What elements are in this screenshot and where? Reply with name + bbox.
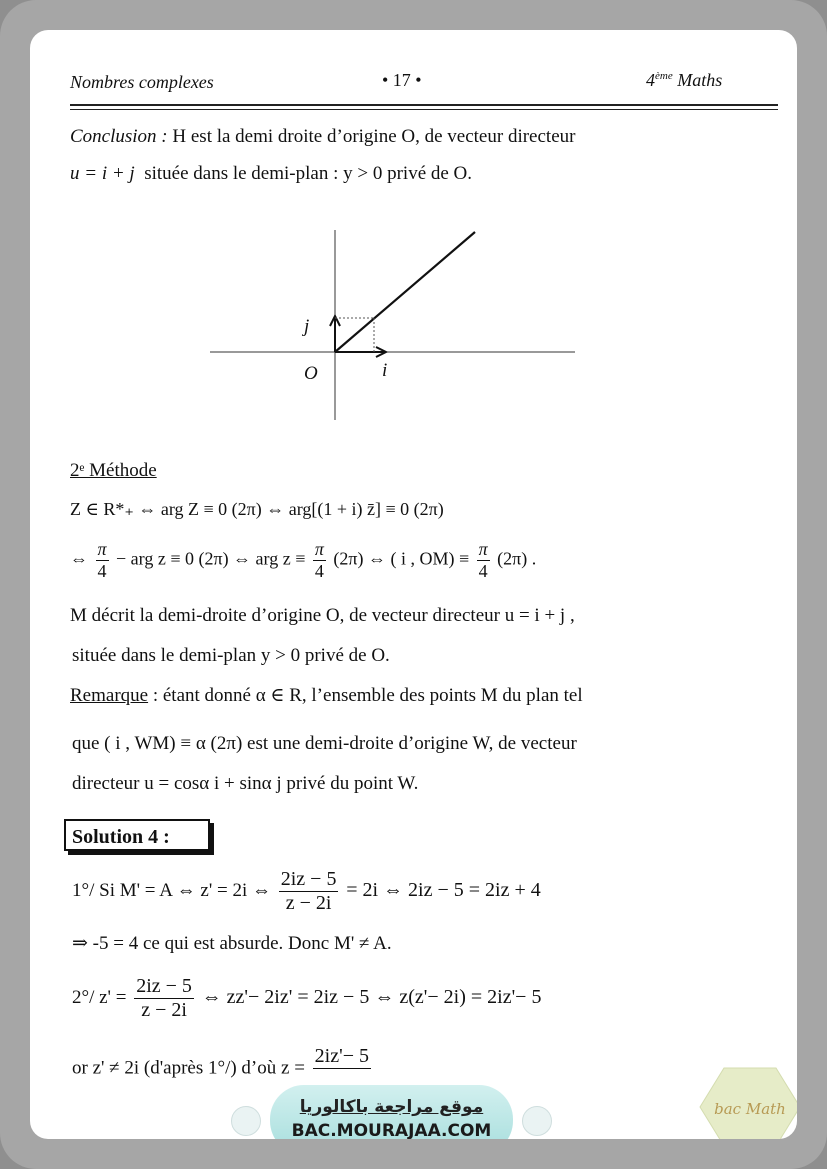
methode-eq-1: Z ∈ R*₊ ⇔ arg Z ≡ 0 (2π) ⇔ arg[(1 + i) z̄] ≡ 0 (2π) <box>70 499 444 519</box>
conclusion-line-1: Conclusion : H est la demi droite d’origine O, de vecteur directeur <box>70 126 576 147</box>
header-rule-top <box>70 104 778 106</box>
methode-title: 2ᵉ Méthode <box>70 460 157 481</box>
svg-text:bac Math: bac Math <box>714 1100 786 1118</box>
solution-line-4: or z' ≠ 2i (d'après 1°/) d’où z = 2iz'− 5 <box>72 1045 369 1079</box>
banner-domain: BAC.MOURAJAA.COM <box>291 1121 492 1139</box>
remarque-line-3: directeur u = cosα i + sinα j privé du point W. <box>72 773 419 794</box>
site-logo-icon-right <box>522 1106 552 1136</box>
banner-arabic: موقع مراجعة باكالوريا <box>299 1097 484 1117</box>
header-left: Nombres complexes <box>70 72 214 92</box>
methode-eq-2: ⇔ $\frac{\pi}{4}$ − arg z ≡ 0 (2π) ⇔ arg z ≡ $\frac{\pi}{4}$ (2π) ⇔ ( i , OM) ≡ $\frac{\pi}{4}$ (2π) . <box>70 539 537 581</box>
solution-title: Solution 4 : <box>64 819 210 851</box>
conclusion-line-2: u = i + j située dans le demi-plan : y > 0 privé de O. <box>70 163 473 184</box>
solution-line-2: ⇒ -5 = 4 ce qui est absurde. Donc M' ≠ A. <box>72 933 392 954</box>
document-page <box>30 30 797 1139</box>
site-banner[interactable] <box>270 1085 513 1139</box>
remarque-line-2: que ( i , WM) ≡ α (2π) est une demi-droite d’origine W, de vecteur <box>72 733 577 754</box>
remarque-line-1: Remarque : étant donné α ∈ R, l’ensemble des points M du plan tel <box>70 685 583 706</box>
header-rule-bottom <box>70 109 778 110</box>
methode-line-m: M décrit la demi-droite d’origine O, de vecteur directeur u = i + j , <box>70 605 575 626</box>
site-logo-icon-left <box>231 1106 261 1136</box>
label-o: O <box>304 363 318 384</box>
methode-line-m2: située dans le demi-plan y > 0 privé de O. <box>72 645 390 666</box>
label-i: i <box>382 360 388 381</box>
header-right: 4ème Maths <box>646 70 723 90</box>
label-j: j <box>304 316 310 337</box>
solution-line-3: 2°/ z' = $\frac{2iz - 5}{z - 2i}$ ⇔ zz'− 2iz' = 2iz − 5 ⇔ z(z'− 2i) = 2iz'− 5 <box>72 975 542 1021</box>
half-line-h <box>335 232 475 352</box>
vector-figure <box>210 225 590 425</box>
solution-line-1: 1°/ Si M' = A ⇔ z' = 2i ⇔ $\frac{2iz - 5}{z - 2i}$ = 2i ⇔ 2iz − 5 = 2iz + 4 <box>72 868 541 914</box>
bac-math-logo <box>698 1066 797 1139</box>
page-number: • 17 • <box>382 70 422 90</box>
